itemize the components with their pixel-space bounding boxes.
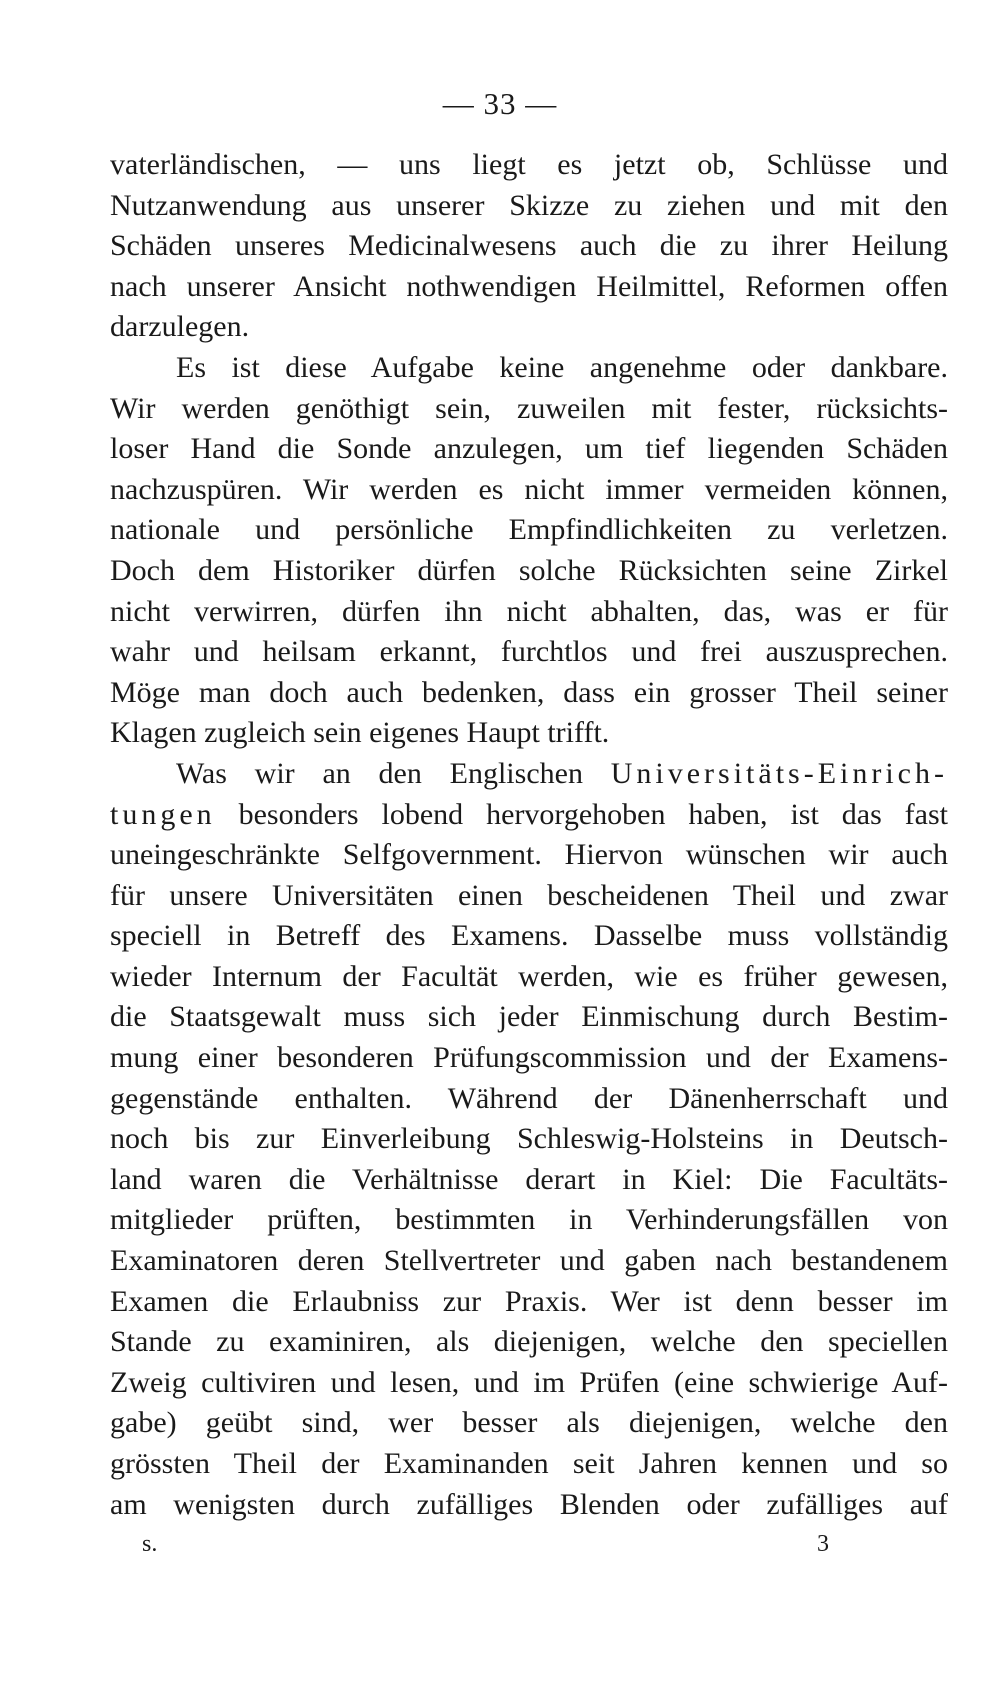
text-line: tungen besonders lobend hervorgehoben haben, ist das fast <box>110 797 948 831</box>
text-line: darzulegen. <box>110 310 250 344</box>
text-line: Zweig cultiviren und lesen, und im Prüfen (eine schwierige Auf- <box>110 1365 948 1399</box>
text-line: Möge man doch auch bedenken, dass ein grosser Theil seiner <box>110 675 948 709</box>
text-line <box>110 754 948 795</box>
text-line: nicht verwirren, dürfen ihn nicht abhalten, das, was er für <box>110 594 948 628</box>
text-line: grössten Theil der Examinanden seit Jahren kennen und so <box>110 1447 948 1480</box>
text-line: die Staatsgewalt muss sich jeder Einmischung durch Bestim- <box>110 1000 948 1034</box>
spaced-emphasis: tungen <box>110 797 216 831</box>
text-line: wieder Internum der Facultät werden, wie es früher gewesen, <box>110 959 948 993</box>
text-line: Stande zu examiniren, als diejenigen, welche den speciellen <box>110 1325 948 1359</box>
text-line: land waren die Verhältnisse derart in Kiel: Die Facultäts- <box>110 1162 948 1196</box>
text-line: mitglieder prüften, bestimmten in Verhinderungsfällen von <box>110 1203 948 1237</box>
text-line: speciell in Betreff des Examens. Dasselbe muss vollständig <box>110 919 948 953</box>
sheet-number: 3 <box>817 1531 829 1557</box>
text-line: Es ist diese Aufgabe keine angenehme oder dankbare. <box>176 350 948 384</box>
text-line: am wenigsten durch zufälliges Blenden oder zufälliges auf <box>110 1487 948 1521</box>
text-line: vaterländischen, — uns liegt es jetzt ob, Schlüsse und <box>110 148 948 181</box>
text-line: nationale und persönliche Empfindlichkeiten zu verletzen. <box>110 513 948 547</box>
page-number-header: — 33 — <box>442 86 558 121</box>
text-line: wahr und heilsam erkannt, furchtlos und frei auszusprechen. <box>110 635 948 669</box>
text-line: mung einer besonderen Prüfungscommission und der Examens- <box>110 1041 948 1075</box>
text-line: Doch dem Historiker dürfen solche Rücksichten seine Zirkel <box>110 553 948 587</box>
body-text <box>110 145 948 1525</box>
text-line: Wir werden genöthigt sein, zuweilen mit fester, rücksichts- <box>110 391 948 425</box>
printer-signature: s. <box>142 1531 158 1557</box>
spaced-emphasis: Universitäts-Einrich- <box>610 756 948 790</box>
text-line: loser Hand die Sonde anzulegen, um tief liegenden Schäden <box>110 432 948 466</box>
text-line: für unsere Universitäten einen bescheidenen Theil und zwar <box>110 878 948 912</box>
text-line: nach unserer Ansicht nothwendigen Heilmittel, Reformen offen <box>110 269 948 303</box>
text-line: Klagen zugleich sein eigenes Haupt trifft. <box>110 716 610 750</box>
text-line: gabe) geübt sind, wer besser als diejenigen, welche den <box>110 1406 948 1440</box>
text-line-start: Was wir an den Englischen <box>176 756 583 790</box>
page-footer <box>0 1531 1000 1571</box>
text-line: Nutzanwendung aus unserer Skizze zu ziehen und mit den <box>110 188 948 222</box>
text-line: Examinatoren deren Stellvertreter und gaben nach bestandenem <box>110 1244 948 1278</box>
text-line: Examen die Erlaubniss zur Praxis. Wer ist denn besser im <box>110 1284 948 1318</box>
text-line: uneingeschränkte Selfgovernment. Hiervon wünschen wir auch <box>110 838 948 872</box>
text-line: noch bis zur Einverleibung Schleswig-Holsteins in Deutsch- <box>110 1122 948 1156</box>
text-line: nachzuspüren. Wir werden es nicht immer vermeiden können, <box>110 472 948 506</box>
text-line: gegenstände enthalten. Während der Dänenherrschaft und <box>110 1081 948 1115</box>
text-line: Schäden unseres Medicinalwesens auch die zu ihrer Heilung <box>110 229 948 263</box>
